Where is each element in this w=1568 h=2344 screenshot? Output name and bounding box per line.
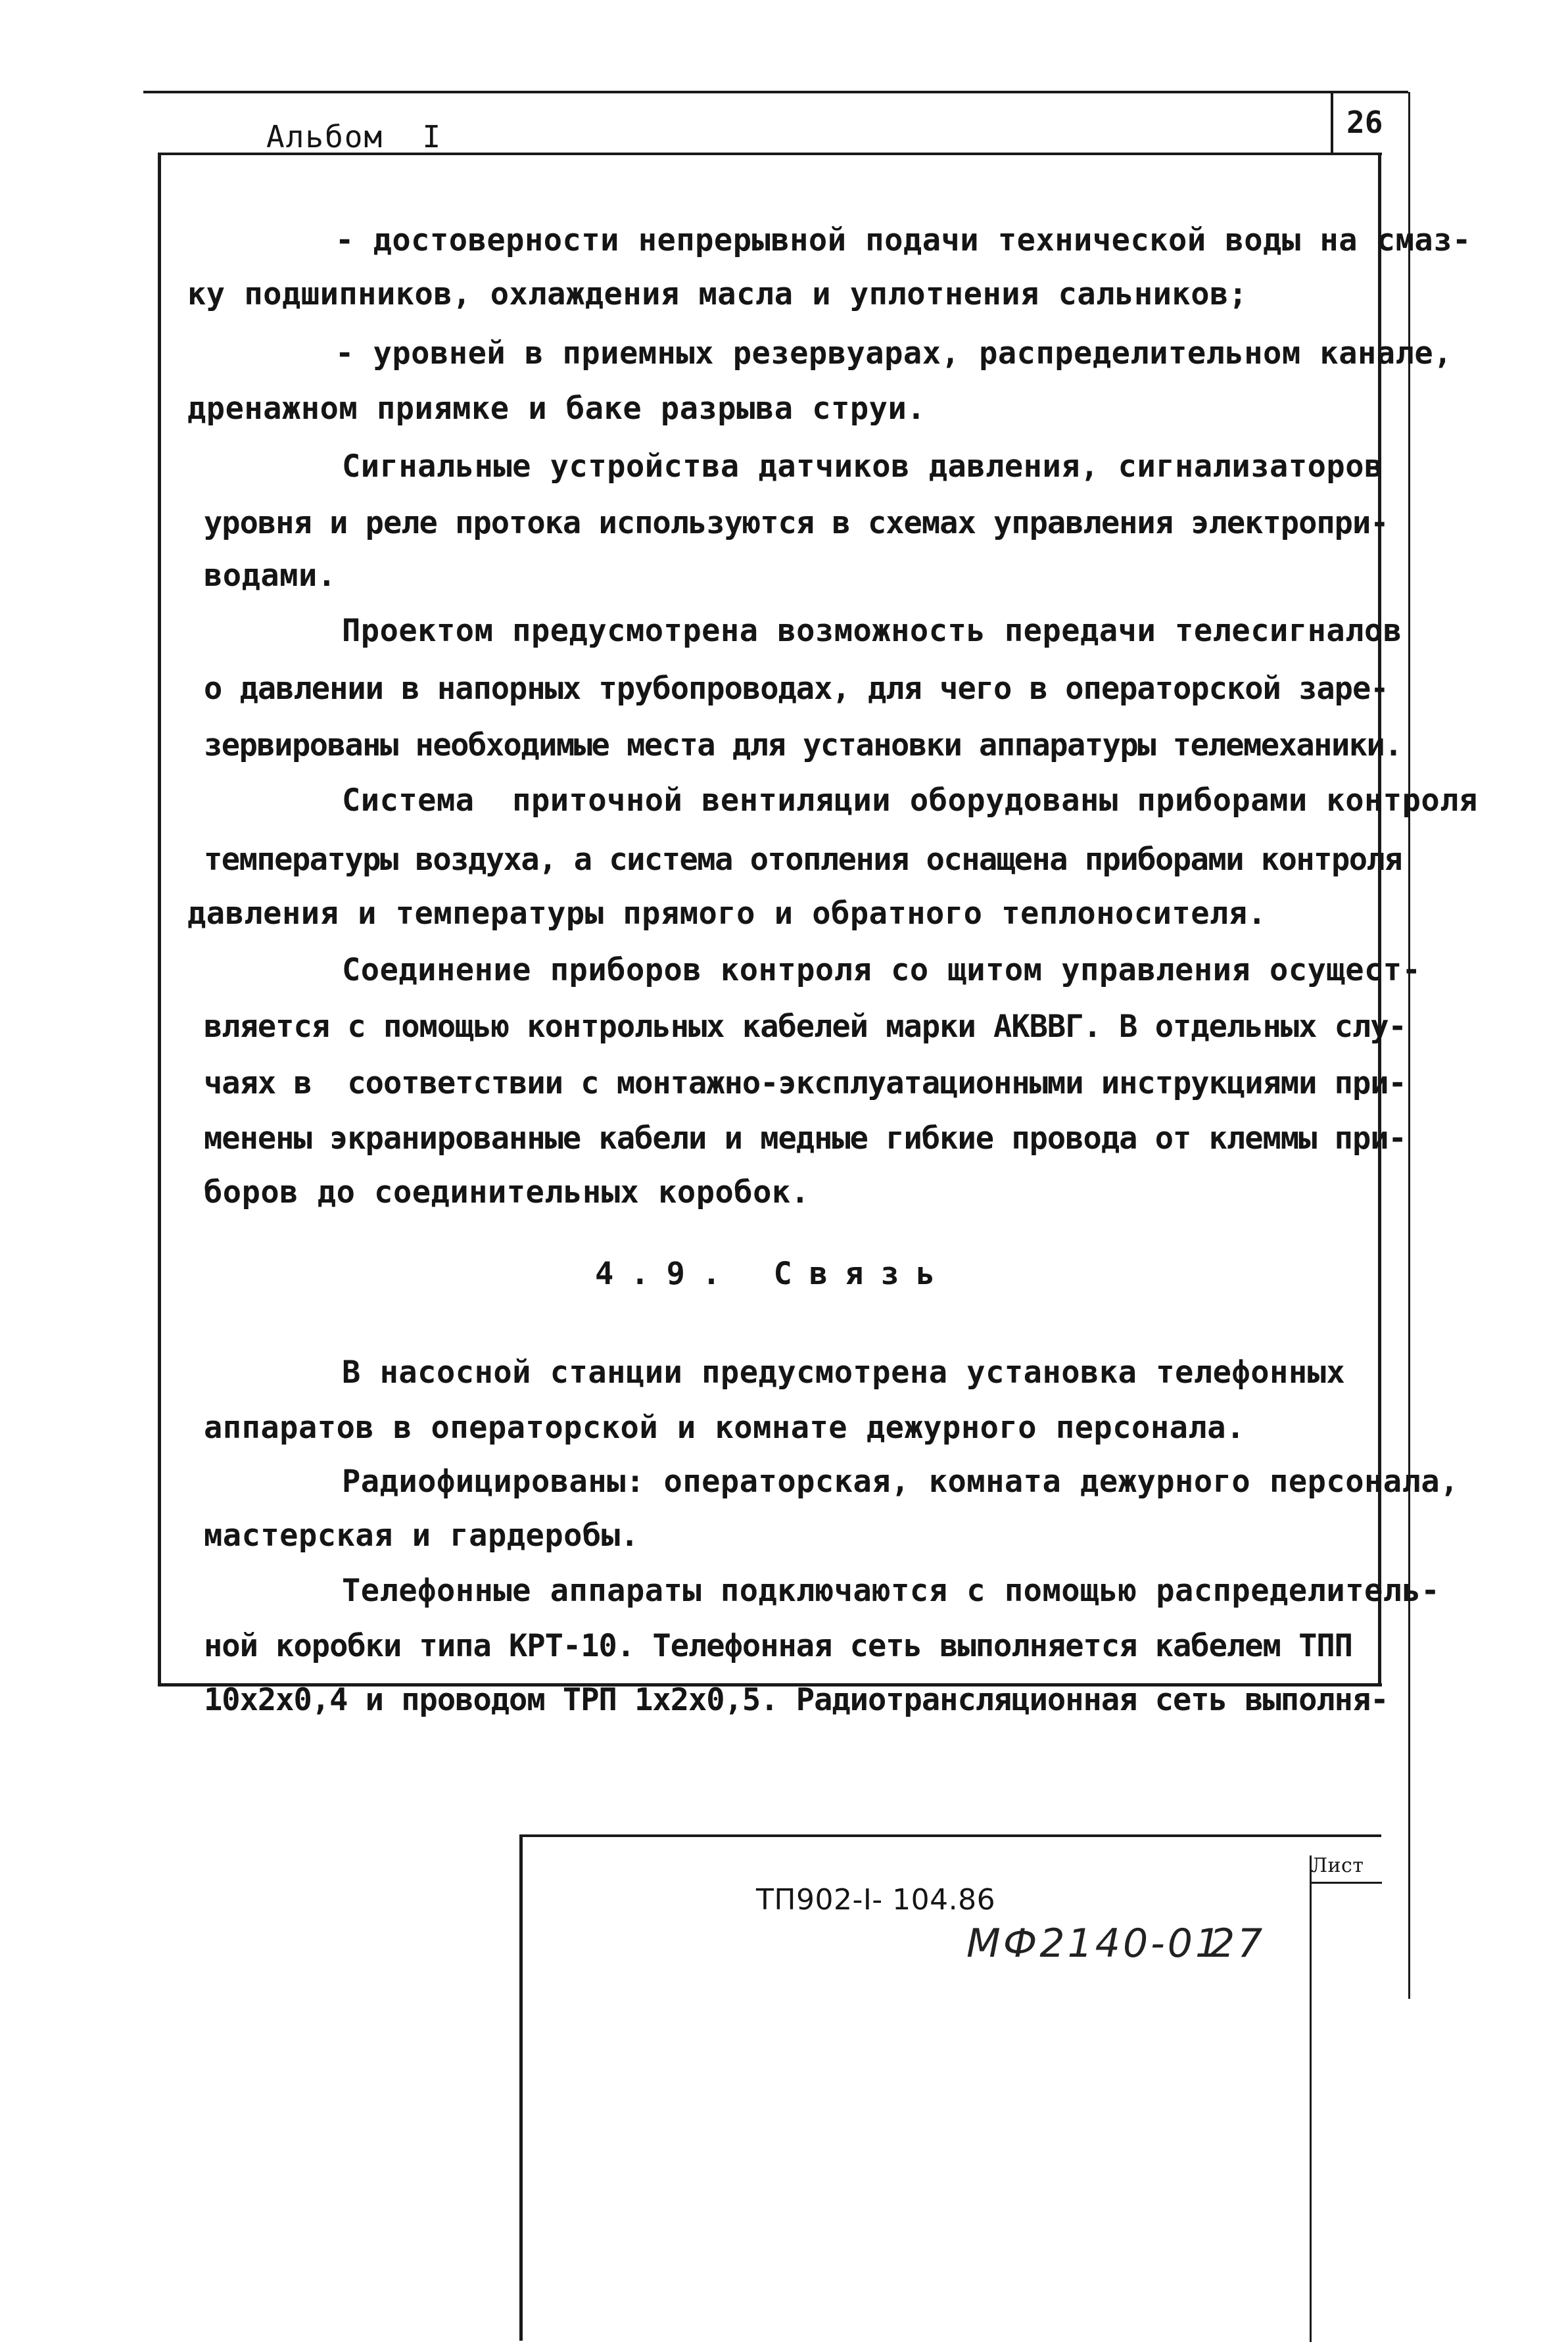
title-block-left: [519, 1834, 523, 2341]
text-line-12: температуры воздуха, а система отопления оснащена приборами контроля: [204, 842, 1402, 878]
text-line-4: дренажном приямке и баке разрыва струи.: [187, 391, 926, 427]
text2-line-1: В насосной станции предусмотрена установка телефонных: [342, 1354, 1346, 1391]
sheet-number: 26: [1346, 105, 1383, 140]
title-block-top: [519, 1834, 1381, 1837]
handwritten-page: 27: [1210, 1921, 1266, 1967]
text-line-18: боров до соединительных коробок.: [204, 1174, 810, 1210]
text-line-14: Соединение приборов контроля со щитом управления осущест-: [342, 952, 1421, 988]
text2-line-3: Радиофицированы: операторская, комната дежурного персонала,: [342, 1464, 1459, 1500]
text2-line-2: аппаратов в операторской и комнате дежурного персонала.: [204, 1410, 1245, 1446]
text-line-2: ку подшипников, охлаждения масла и уплотнения сальников;: [187, 276, 1248, 312]
text-line-11: Система приточной вентиляции оборудованы приборами контроля: [342, 782, 1478, 819]
text-line-9: о давлении в напорных трубопроводах, для чего в операторской заре-: [204, 671, 1389, 707]
top-rule: [143, 91, 1408, 93]
text-line-17: менены экранированные кабели и медные гибкие провода от клеммы при-: [204, 1120, 1406, 1157]
outer-right-edge: [1408, 92, 1410, 1999]
text-line-10: зервированы необходимые места для установки аппаратуры телемеханики.: [204, 727, 1402, 763]
text-line-3: - уровней в приемных резервуарах, распределительном канале,: [335, 335, 1452, 371]
text2-line-4: мастерская и гардеробы.: [204, 1518, 640, 1554]
text-line-8: Проектом предусмотрена возможность передачи телесигналов: [342, 613, 1402, 649]
text-line-6: уровня и реле протока используются в схемах управления электропри-: [204, 505, 1389, 541]
section-heading: 4.9. Связь: [595, 1256, 952, 1292]
text-line-5: Сигнальные устройства датчиков давления, сигнализаторов: [342, 448, 1383, 485]
text-line-13: давления и температуры прямого и обратного теплоносителя.: [187, 896, 1267, 932]
sheet-number-box: [1331, 92, 1408, 153]
title-block-sheet-divider: [1310, 1855, 1312, 2342]
frame-right: [1378, 153, 1381, 1686]
text2-line-7: 10х2х0,4 и проводом ТРП 1х2х0,5. Радиотрансляционная сеть выполня-: [204, 1682, 1389, 1718]
document-code: ТП902-I- 104.86: [756, 1883, 996, 1917]
album-label: Альбом I: [266, 119, 442, 155]
text2-line-6: ной коробки типа КРТ-10. Телефонная сеть выполняется кабелем ТПП: [204, 1628, 1352, 1664]
text-line-7: водами.: [204, 558, 337, 594]
text-line-15: вляется с помощью контрольных кабелей марки АКВВГ. В отдельных слу-: [204, 1009, 1406, 1045]
title-block-sheet-rule: [1310, 1882, 1382, 1884]
frame-left: [158, 153, 161, 1686]
text2-line-5: Телефонные аппараты подключаются с помощью распределитель-: [342, 1573, 1440, 1609]
sheet-label: Лист: [1311, 1854, 1364, 1877]
text-line-16: чаях в соответствии с монтажно-эксплуатационными инструкциями при-: [204, 1065, 1406, 1101]
text-line-1: - достоверности непрерывной подачи технической воды на смаз-: [335, 222, 1471, 258]
handwritten-code: МФ2140-01: [966, 1921, 1224, 1967]
